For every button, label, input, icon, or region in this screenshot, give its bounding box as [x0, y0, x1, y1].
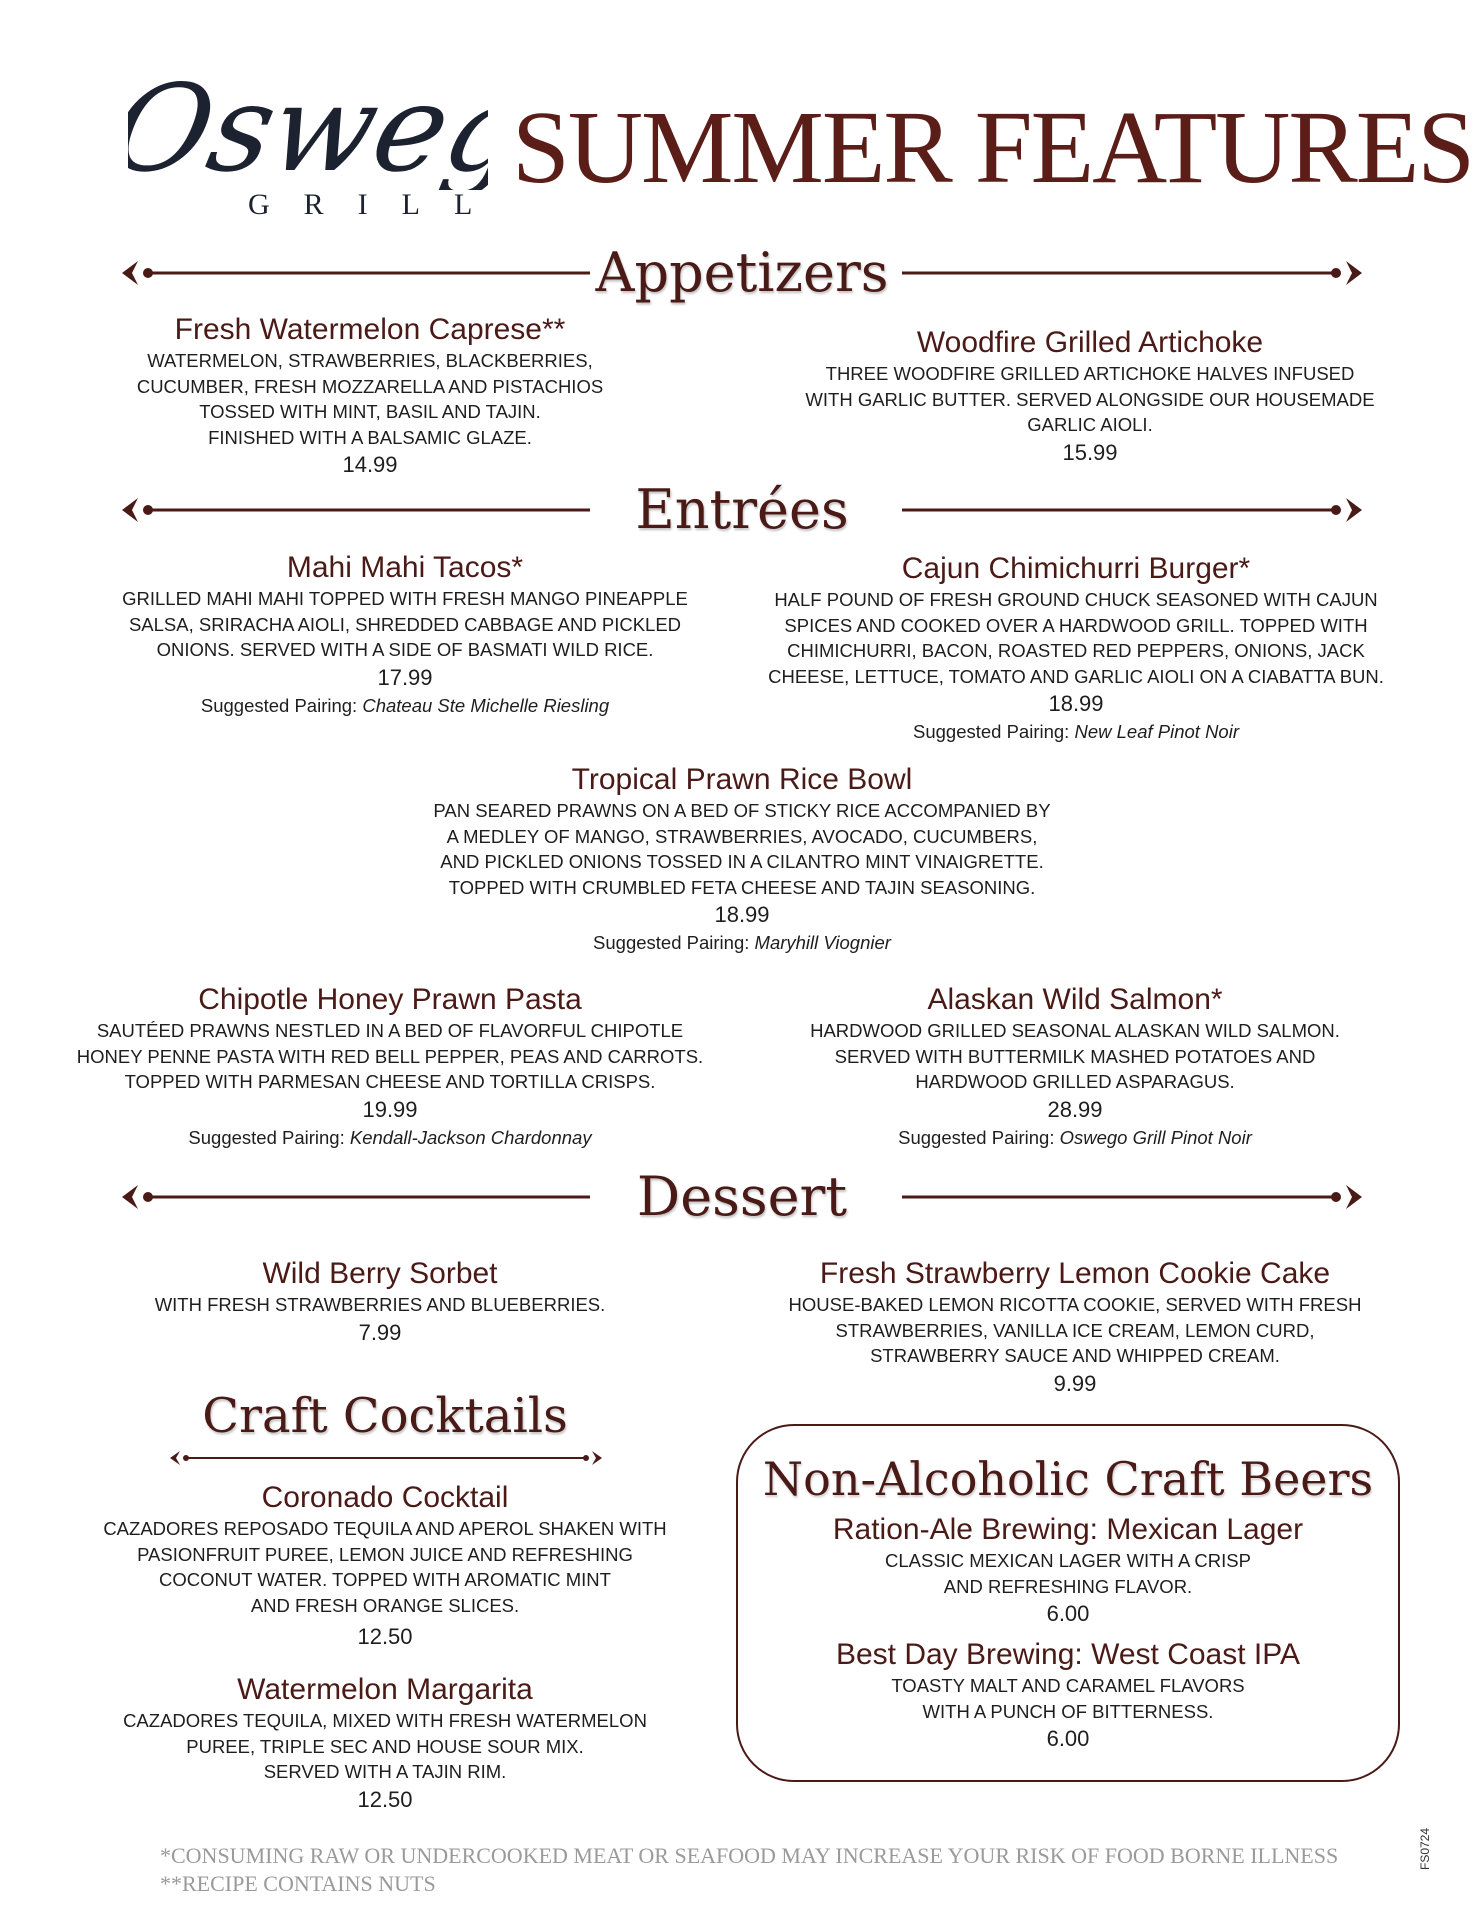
item-price: 9.99 [1053, 1370, 1097, 1396]
item-desc-line: SALSA, SRIRACHA AIOLI, SHREDDED CABBAGE AND PICKLED [128, 613, 682, 635]
item-desc-line: HARDWOOD GRILLED ASPARAGUS. [915, 1071, 1235, 1092]
entrees-divider [120, 480, 1364, 540]
menu-item [740, 1512, 1396, 1629]
item-name: Fresh Strawberry Lemon Cookie Cake [819, 1257, 1331, 1290]
item-name: Mahi Mahi Tacos* [286, 551, 524, 584]
menu-item [740, 1637, 1396, 1754]
menu-item [790, 325, 1390, 468]
item-price: 18.99 [714, 902, 770, 927]
appetizers-heading: Appetizers [595, 241, 889, 304]
pairing-wine: Kendall-Jackson Chardonnay [349, 1126, 592, 1148]
suggested-pairing [392, 930, 1092, 956]
item-desc-line: GARLIC AIOLI. [1027, 414, 1153, 435]
item-desc-line: CLASSIC MEXICAN LAGER WITH A CRISP [885, 1550, 1251, 1571]
pairing-label: Suggested Pairing: [200, 694, 358, 716]
item-desc-line: SERVED WITH BUTTERMILK MASHED POTATOES AND [834, 1045, 1316, 1067]
item-desc-line: AND PICKLED ONIONS TOSSED IN A CILANTRO MINT VINAIGRETTE. [440, 851, 1044, 872]
item-price: 7.99 [358, 1319, 402, 1345]
item-desc-line: HALF POUND OF FRESH GROUND CHUCK SEASONED WITH CAJUN [774, 589, 1378, 610]
suggested-pairing [756, 719, 1396, 745]
menu-item [60, 982, 720, 1151]
form-code: FS0724 [1418, 1827, 1432, 1870]
item-desc-line: TOPPED WITH PARMESAN CHEESE AND TORTILLA CRISPS. [124, 1071, 656, 1092]
menu-item [110, 550, 700, 719]
appetizers-divider [120, 243, 1364, 303]
item-desc-line: TOSSED WITH MINT, BASIL AND TAJIN. [199, 401, 541, 422]
item-name: Alaskan Wild Salmon* [927, 983, 1223, 1016]
item-price: 18.99 [1048, 691, 1104, 716]
item-desc-line: A MEDLEY OF MANGO, STRAWBERRIES, AVOCADO, CUCUMBERS, [446, 825, 1038, 847]
item-name: Best Day Brewing: West Coast IPA [835, 1638, 1301, 1671]
item-price: 28.99 [1047, 1096, 1103, 1122]
menu-item [130, 312, 610, 480]
menu-item [90, 1480, 680, 1652]
pairing-wine: Chateau Ste Michelle Riesling [362, 694, 610, 716]
item-name: Watermelon Margarita [237, 1673, 533, 1706]
item-desc-line: PUREE, TRIPLE SEC AND HOUSE SOUR MIX. [186, 1735, 584, 1757]
item-name: Woodfire Grilled Artichoke [916, 326, 1264, 359]
oswego-grill-logo [128, 60, 507, 230]
item-desc-line: CAZADORES REPOSADO TEQUILA AND APEROL SHAKEN WITH [103, 1518, 667, 1539]
item-name: Wild Berry Sorbet [262, 1257, 498, 1290]
oswego-script-logo [128, 60, 488, 190]
item-desc-line: TOASTY MALT AND CARAMEL FLAVORS [891, 1675, 1245, 1696]
item-desc-line: WITH GARLIC BUTTER. SERVED ALONGSIDE OUR HOUSEMADE [805, 388, 1375, 410]
item-desc-line: CAZADORES TEQUILA, MIXED WITH FRESH WATERMELON [123, 1710, 647, 1731]
item-price: 6.00 [1046, 1726, 1090, 1751]
item-desc-line: TOPPED WITH CRUMBLED FETA CHEESE AND TAJIN SEASONING. [448, 876, 1036, 898]
item-name: Tropical Prawn Rice Bowl [571, 763, 913, 796]
item-desc-line: STRAWBERRIES, VANILLA ICE CREAM, LEMON CURD, [835, 1319, 1315, 1341]
pairing-label: Suggested Pairing: [188, 1126, 345, 1148]
item-desc-line: PASIONFRUIT PUREE, LEMON JUICE AND REFRESHING [137, 1543, 633, 1565]
item-desc-line: THREE WOODFIRE GRILLED ARTICHOKE HALVES INFUSED [825, 363, 1355, 384]
item-desc-line: STRAWBERRY SAUCE AND WHIPPED CREAM. [870, 1345, 1280, 1366]
small-ornament-divider-icon [168, 1446, 604, 1470]
item-desc-line: WITH FRESH STRAWBERRIES AND BLUEBERRIES. [154, 1294, 606, 1315]
item-desc-line: FINISHED WITH A BALSAMIC GLAZE. [208, 426, 532, 448]
item-desc-line: WITH A PUNCH OF BITTERNESS. [922, 1700, 1214, 1722]
item-desc-line: COCONUT WATER. TOPPED WITH AROMATIC MINT [159, 1569, 611, 1590]
pairing-wine: Oswego Grill Pinot Noir [1059, 1126, 1252, 1148]
dessert-heading: Dessert [636, 1165, 848, 1228]
item-price: 15.99 [1062, 439, 1118, 465]
item-desc-line: CHIMICHURRI, BACON, ROASTED RED PEPPERS, ONIONS, JACK [787, 640, 1365, 661]
nuts-disclaimer: **RECIPE CONTAINS NUTS [160, 1871, 436, 1896]
menu-item [760, 982, 1390, 1151]
item-desc-line: ONIONS. SERVED WITH A SIDE OF BASMATI WILD RICE. [156, 639, 654, 660]
item-desc-line: AND REFRESHING FLAVOR. [943, 1575, 1193, 1597]
item-name: Coronado Cocktail [261, 1481, 509, 1514]
menu-item [90, 1672, 680, 1815]
item-desc-line: GRILLED MAHI MAHI TOPPED WITH FRESH MANGO PINEAPPLE [122, 588, 688, 609]
item-desc-line: AND FRESH ORANGE SLICES. [250, 1594, 520, 1616]
item-price: 6.00 [1046, 1601, 1090, 1626]
menu-item [760, 1256, 1390, 1399]
menu-item [392, 762, 1092, 956]
pairing-label: Suggested Pairing: [898, 1126, 1055, 1148]
pairing-wine: New Leaf Pinot Noir [1074, 721, 1239, 742]
raw-food-disclaimer: *CONSUMING RAW OR UNDERCOOKED MEAT OR SEAFOOD MAY INCREASE YOUR RISK OF FOOD BORNE ILLNESS [160, 1843, 1339, 1868]
item-price: 12.50 [357, 1624, 413, 1649]
item-desc-line: SERVED WITH A TAJIN RIM. [263, 1761, 507, 1782]
item-desc-line: HOUSE-BAKED LEMON RICOTTA COOKIE, SERVED WITH FRESH [788, 1294, 1362, 1315]
item-name: Fresh Watermelon Caprese** [174, 313, 566, 346]
pairing-wine: Maryhill Viognier [754, 932, 891, 953]
na-beers-heading: Non-Alcoholic Craft Beers [762, 1452, 1374, 1506]
item-desc-line: HONEY PENNE PASTA WITH RED BELL PEPPER, PEAS AND CARROTS. [76, 1045, 704, 1067]
logo-grill-text: GRILL [248, 188, 507, 221]
item-desc-line: SPICES AND COOKED OVER A HARDWOOD GRILL. TOPPED WITH [784, 614, 1368, 636]
pairing-label: Suggested Pairing: [593, 932, 750, 953]
menu-item [756, 551, 1396, 745]
item-price: 14.99 [342, 452, 398, 477]
dessert-divider [120, 1167, 1364, 1227]
pairing-label: Suggested Pairing: [912, 721, 1070, 742]
item-name: Cajun Chimichurri Burger* [901, 552, 1251, 585]
page-title: SUMMER FEATURES [512, 90, 1474, 205]
suggested-pairing [760, 1125, 1390, 1151]
item-price: 19.99 [362, 1096, 418, 1122]
suggested-pairing [60, 1125, 720, 1151]
item-price: 12.50 [357, 1786, 413, 1812]
item-desc-line: HARDWOOD GRILLED SEASONAL ALASKAN WILD SALMON. [810, 1020, 1340, 1041]
item-desc-line: CUCUMBER, FRESH MOZZARELLA AND PISTACHIOS [136, 375, 604, 397]
item-name: Chipotle Honey Prawn Pasta [198, 983, 582, 1016]
svg-text:Oswego: Oswego [128, 60, 488, 190]
menu-item [130, 1256, 630, 1348]
item-price: 17.99 [377, 664, 433, 690]
item-desc-line: PAN SEARED PRAWNS ON A BED OF STICKY RICE ACCOMPANIED BY [433, 800, 1051, 821]
item-desc-line: CHEESE, LETTUCE, TOMATO AND GARLIC AIOLI ON A CIABATTA BUN. [768, 665, 1384, 687]
item-desc-line: WATERMELON, STRAWBERRIES, BLACKBERRIES, [147, 350, 593, 371]
item-name: Ration-Ale Brewing: Mexican Lager [832, 1513, 1304, 1546]
cocktails-heading: Craft Cocktails [202, 1388, 568, 1444]
suggested-pairing [110, 693, 700, 719]
item-desc-line: SAUTÉED PRAWNS NESTLED IN A BED OF FLAVORFUL CHIPOTLE [96, 1020, 684, 1041]
entrees-heading: Entrées [635, 478, 849, 541]
